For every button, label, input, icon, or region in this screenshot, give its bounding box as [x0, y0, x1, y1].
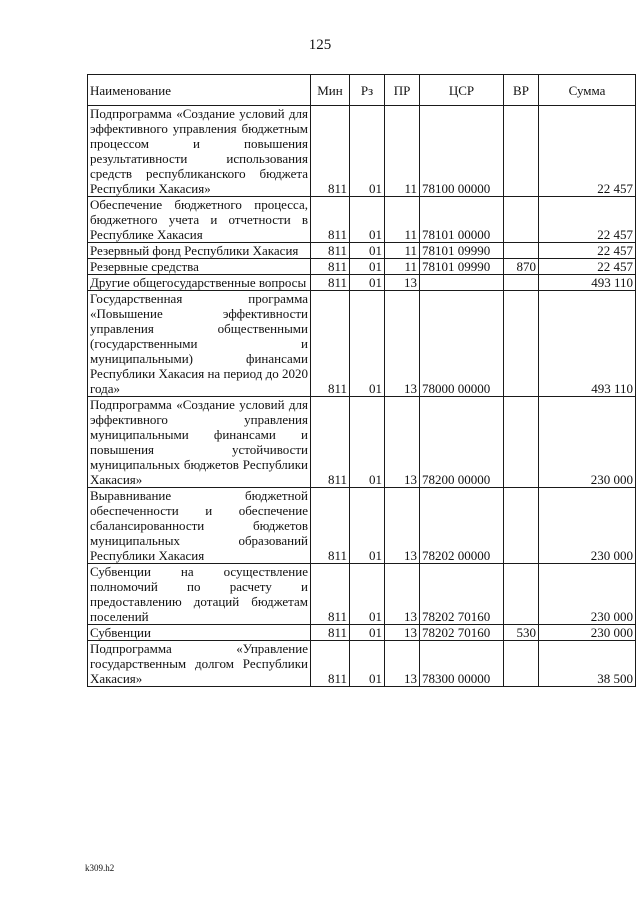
header-vr: ВР: [504, 75, 539, 106]
table-row: [88, 564, 636, 625]
cell-csr: 78202 00000: [420, 488, 504, 564]
cell-csr: 78202 70160: [420, 564, 504, 625]
table-header-row: [88, 75, 636, 106]
cell-pr: 11: [385, 197, 420, 243]
cell-sum: 230 000: [539, 488, 636, 564]
header-min: Мин: [311, 75, 350, 106]
cell-vr: [504, 291, 539, 397]
cell-pr: 13: [385, 488, 420, 564]
table-row: [88, 259, 636, 275]
cell-csr: 78100 00000: [420, 106, 504, 197]
table-row: [88, 275, 636, 291]
cell-sum: 493 110: [539, 291, 636, 397]
cell-vr: [504, 488, 539, 564]
cell-csr: 78101 00000: [420, 197, 504, 243]
cell-rz: 01: [350, 275, 385, 291]
table-row: [88, 397, 636, 488]
cell-rz: 01: [350, 564, 385, 625]
cell-sum: 38 500: [539, 641, 636, 687]
cell-pr: 13: [385, 625, 420, 641]
cell-sum: 22 457: [539, 197, 636, 243]
cell-sum: 22 457: [539, 106, 636, 197]
header-rz: Рз: [350, 75, 385, 106]
cell-pr: 13: [385, 275, 420, 291]
cell-sum: 230 000: [539, 625, 636, 641]
cell-pr: 11: [385, 243, 420, 259]
cell-name: Субвенции: [88, 625, 311, 641]
header-pr: ПР: [385, 75, 420, 106]
cell-csr: 78101 09990: [420, 259, 504, 275]
cell-pr: 13: [385, 397, 420, 488]
cell-rz: 01: [350, 291, 385, 397]
table-row: [88, 488, 636, 564]
cell-min: 811: [311, 259, 350, 275]
cell-name: Обеспечение бюджетного процесса, бюджетного учета и отчетности в Республике Хакасия: [88, 197, 311, 243]
table-row: [88, 197, 636, 243]
budget-table: [87, 74, 636, 687]
table-row: [88, 243, 636, 259]
cell-vr: 870: [504, 259, 539, 275]
cell-rz: 01: [350, 243, 385, 259]
cell-min: 811: [311, 197, 350, 243]
cell-sum: 230 000: [539, 564, 636, 625]
header-name: Наименование: [88, 75, 311, 106]
cell-name: Подпрограмма «Управление государственным долгом Республики Хакасия»: [88, 641, 311, 687]
cell-min: 811: [311, 625, 350, 641]
cell-vr: [504, 243, 539, 259]
header-csr: ЦСР: [420, 75, 504, 106]
cell-vr: [504, 106, 539, 197]
cell-min: 811: [311, 641, 350, 687]
cell-rz: 01: [350, 641, 385, 687]
cell-pr: 13: [385, 641, 420, 687]
cell-pr: 11: [385, 106, 420, 197]
cell-name: Резервный фонд Республики Хакасия: [88, 243, 311, 259]
cell-name: Государственная программа «Повышение эффективности управления общественными (государственными и муниципальными) финансами Республики Хакасия на период до 2020 года»: [88, 291, 311, 397]
cell-pr: 13: [385, 291, 420, 397]
cell-name: Субвенции на осуществление полномочий по расчету и предоставлению дотаций бюджетам поселений: [88, 564, 311, 625]
cell-rz: 01: [350, 197, 385, 243]
cell-name: Другие общегосударственные вопросы: [88, 275, 311, 291]
cell-min: 811: [311, 564, 350, 625]
cell-vr: [504, 197, 539, 243]
cell-min: 811: [311, 275, 350, 291]
cell-name: Подпрограмма «Создание условий для эффективного управления муниципальными финансами и повышения устойчивости муниципальных бюджетов Республики Хакасия»: [88, 397, 311, 488]
cell-min: 811: [311, 488, 350, 564]
cell-name: Подпрограмма «Создание условий для эффективного управления бюджетным процессом и повышения результативности использования средств республиканского бюджета Республики Хакасия»: [88, 106, 311, 197]
table-row: [88, 625, 636, 641]
cell-csr: 78300 00000: [420, 641, 504, 687]
cell-csr: [420, 275, 504, 291]
table-row: [88, 291, 636, 397]
footer-code: k309.h2: [85, 863, 115, 873]
table-row: [88, 641, 636, 687]
cell-rz: 01: [350, 397, 385, 488]
cell-rz: 01: [350, 625, 385, 641]
page-number: 125: [308, 37, 332, 53]
cell-min: 811: [311, 291, 350, 397]
cell-min: 811: [311, 106, 350, 197]
cell-sum: 230 000: [539, 397, 636, 488]
header-sum: Сумма: [539, 75, 636, 106]
cell-vr: [504, 397, 539, 488]
cell-rz: 01: [350, 488, 385, 564]
cell-csr: 78202 70160: [420, 625, 504, 641]
cell-csr: 78101 09990: [420, 243, 504, 259]
cell-min: 811: [311, 243, 350, 259]
cell-csr: 78200 00000: [420, 397, 504, 488]
cell-sum: 22 457: [539, 259, 636, 275]
cell-sum: 22 457: [539, 243, 636, 259]
cell-vr: 530: [504, 625, 539, 641]
cell-vr: [504, 641, 539, 687]
cell-name: Резервные средства: [88, 259, 311, 275]
cell-vr: [504, 564, 539, 625]
cell-min: 811: [311, 397, 350, 488]
table-row: [88, 106, 636, 197]
cell-rz: 01: [350, 106, 385, 197]
cell-pr: 11: [385, 259, 420, 275]
cell-csr: 78000 00000: [420, 291, 504, 397]
cell-pr: 13: [385, 564, 420, 625]
table-body: [88, 106, 636, 687]
cell-name: Выравнивание бюджетной обеспеченности и обеспечение сбалансированности бюджетов муниципальных образований Республики Хакасия: [88, 488, 311, 564]
cell-sum: 493 110: [539, 275, 636, 291]
cell-vr: [504, 275, 539, 291]
cell-rz: 01: [350, 259, 385, 275]
